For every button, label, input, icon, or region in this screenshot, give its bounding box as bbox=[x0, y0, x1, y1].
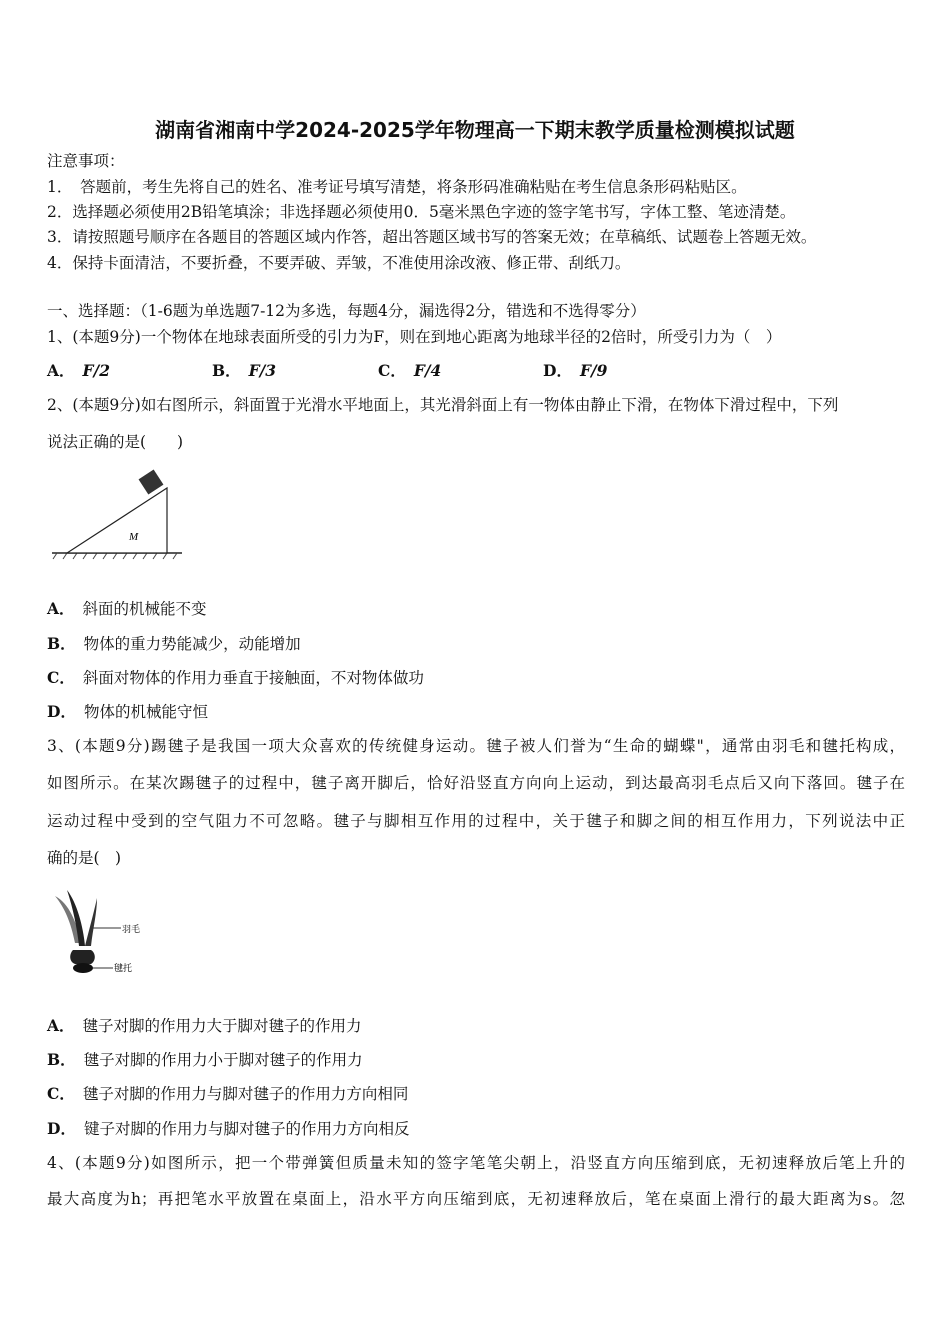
question-3-option-d: D． 键子对脚的作用力与脚对毽子的作用力方向相反 bbox=[47, 1119, 410, 1138]
notice-item: 3．请按照题号顺序在各题目的答题区域内作答，超出答题区域书写的答案无效；在草稿纸、试题卷上答题无效。 bbox=[47, 228, 817, 246]
document-title: 湖南省湘南中学2024-2025学年物理高一下期末教学质量检测模拟试题 bbox=[155, 118, 795, 142]
notice-item: 4．保持卡面清洁，不要折叠，不要弄破、弄皱，不准使用涂改液、修正带、刮纸刀。 bbox=[47, 254, 631, 272]
question-3-text: 确的是( ) bbox=[47, 849, 122, 867]
question-3-option-b: B． 毽子对脚的作用力小于脚对毽子的作用力 bbox=[47, 1050, 363, 1069]
base-label: 毽托 bbox=[114, 964, 133, 974]
feather-label: 羽毛 bbox=[122, 925, 141, 935]
question-2-option-a: A． 斜面的机械能不变 bbox=[47, 599, 207, 618]
notice-heading: 注意事项： bbox=[47, 152, 125, 170]
question-2-option-d: D． 物体的机械能守恒 bbox=[47, 702, 208, 721]
incline-mass-label: M bbox=[129, 531, 139, 543]
notice-item: 1． 答题前，考生先将自己的姓名、准考证号填写清楚，将条形码准确粘贴在考生信息条形码粘贴区。 bbox=[47, 178, 747, 196]
question-1-option-b: B． F/3 bbox=[212, 361, 277, 380]
question-2-text: 2、(本题9分)如右图所示，斜面置于光滑水平地面上，其光滑斜面上有一物体由静止下滑，在物体下滑过程中，下列 bbox=[47, 396, 839, 414]
notice-item: 2．选择题必须使用2B铅笔填涂；非选择题必须使用0．5毫米黑色字迹的签字笔书写，字体工整、笔迹清楚。 bbox=[47, 203, 796, 221]
shuttlecock-figure bbox=[47, 888, 157, 978]
question-1-text: 1、(本题9分)一个物体在地球表面所受的引力为F，则在到地心距离为地球半径的2倍时，所受引力为（ ） bbox=[47, 328, 782, 346]
question-1-option-c: C． F/4 bbox=[378, 361, 442, 380]
question-1-option-d: D． F/9 bbox=[543, 361, 608, 380]
incline-figure bbox=[47, 468, 187, 563]
question-3-option-c: C． 毽子对脚的作用力与脚对毽子的作用力方向相同 bbox=[47, 1084, 409, 1103]
question-2-text: 说法正确的是( ) bbox=[47, 433, 184, 451]
question-1-option-a: A． F/2 bbox=[47, 361, 110, 380]
question-4-text: 4、(本题9分)如图所示，把一个带弹簧但质量未知的签字笔笔尖朝上，沿竖直方向压缩到底，无初速释放后笔上升的 bbox=[47, 1154, 905, 1172]
question-4-text: 最大高度为h；再把笔水平放置在桌面上，沿水平方向压缩到底，无初速释放后，笔在桌面上滑行的最大距离为s。忽 bbox=[47, 1190, 905, 1208]
question-2-option-c: C． 斜面对物体的作用力垂直于接触面，不对物体做功 bbox=[47, 668, 424, 687]
question-2-option-b: B． 物体的重力势能减少，动能增加 bbox=[47, 634, 301, 653]
question-3-text: 如图所示。在某次踢毽子的过程中，毽子离开脚后，恰好沿竖直方向向上运动，到达最高羽毛点后又向下落回。毽子在 bbox=[47, 774, 905, 792]
question-3-text: 运动过程中受到的空气阻力不可忽略。毽子与脚相互作用的过程中，关于毽子和脚之间的相互作用力，下列说法中正 bbox=[47, 812, 905, 830]
question-3-option-a: A． 毽子对脚的作用力大于脚对毽子的作用力 bbox=[47, 1016, 362, 1035]
section-heading: 一、选择题：（1-6题为单选题7-12为多选，每题4分，漏选得2分，错选和不选得零分） bbox=[47, 302, 646, 320]
question-3-text: 3、(本题9分)踢毽子是我国一项大众喜欢的传统健身运动。毽子被人们誉为“生命的蝴蝶"，通常由羽毛和毽托构成， bbox=[47, 737, 905, 755]
